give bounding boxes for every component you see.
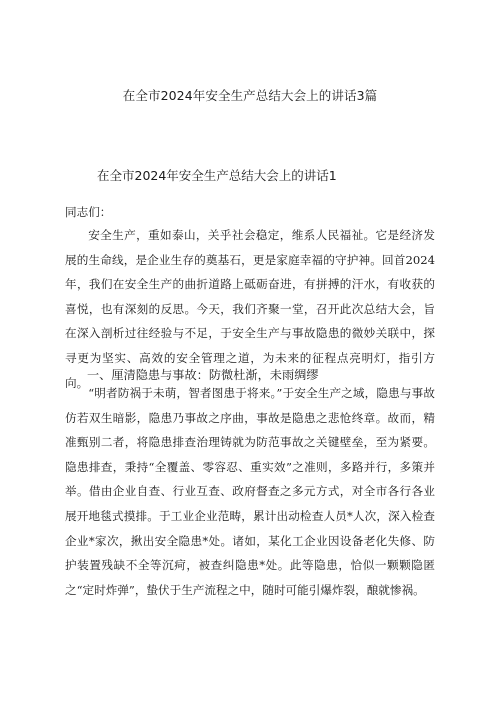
speech-title: 在全市2024年安全生产总结大会上的讲话1 bbox=[97, 168, 337, 183]
section-heading: 一、厘清隐患与事故：防微杜渐，未雨绸缪 bbox=[87, 368, 319, 382]
document-title: 在全市2024年安全生产总结大会上的讲话3篇 bbox=[122, 88, 378, 103]
salutation: 同志们： bbox=[65, 205, 112, 219]
opening-paragraph: 安全生产，重如泰山，关乎社会稳定，维系人民福祉。它是经济发展的生命线，是企业生存的奠基石，更是家庭幸福的守护神。回首2024年，我们在安全生产的曲折道路上砥砺奋进，有拼搏的汗水，有收获的喜悦，也有深刻的反思。今天，我们齐聚一堂，召开此次总结大会，旨在深入剖析过往经验与不足，于安全生产与事故隐患的微妙关联中，探寻更为坚实、高效的安全管理之道，为未来的征程点亮明灯，指引方向。 bbox=[65, 228, 435, 390]
section-paragraph: “明者防祸于未萌，智者图患于将来。”于安全生产之域，隐患与事故仿若双生暗影，隐患乃事故之序曲，事故是隐患之悲怆终章。故而，精准甄别二者，将隐患排查治理铸就为防范事故之关键壁垒，至为紧要。隐患排查，秉持“全覆盖、零容忍、重实效”之准则，多路并行，多策并举。借由企业自查、行业互查、政府督查之多元方式，对全市各行各业展开地毯式摸排。于工业企业范畴，累计出动检查人员*人次，深入检查企业*家次，揪出安全隐患*处。诸如，某化工企业因设备老化失修、防护装置残缺不全等沉疴，被查纠隐患*处。此等隐患，恰似一颗颗隐匿之“定时炸弹”，蛰伏于生产流程之中，随时可能引爆炸裂，酿就惨祸。 bbox=[65, 386, 435, 597]
